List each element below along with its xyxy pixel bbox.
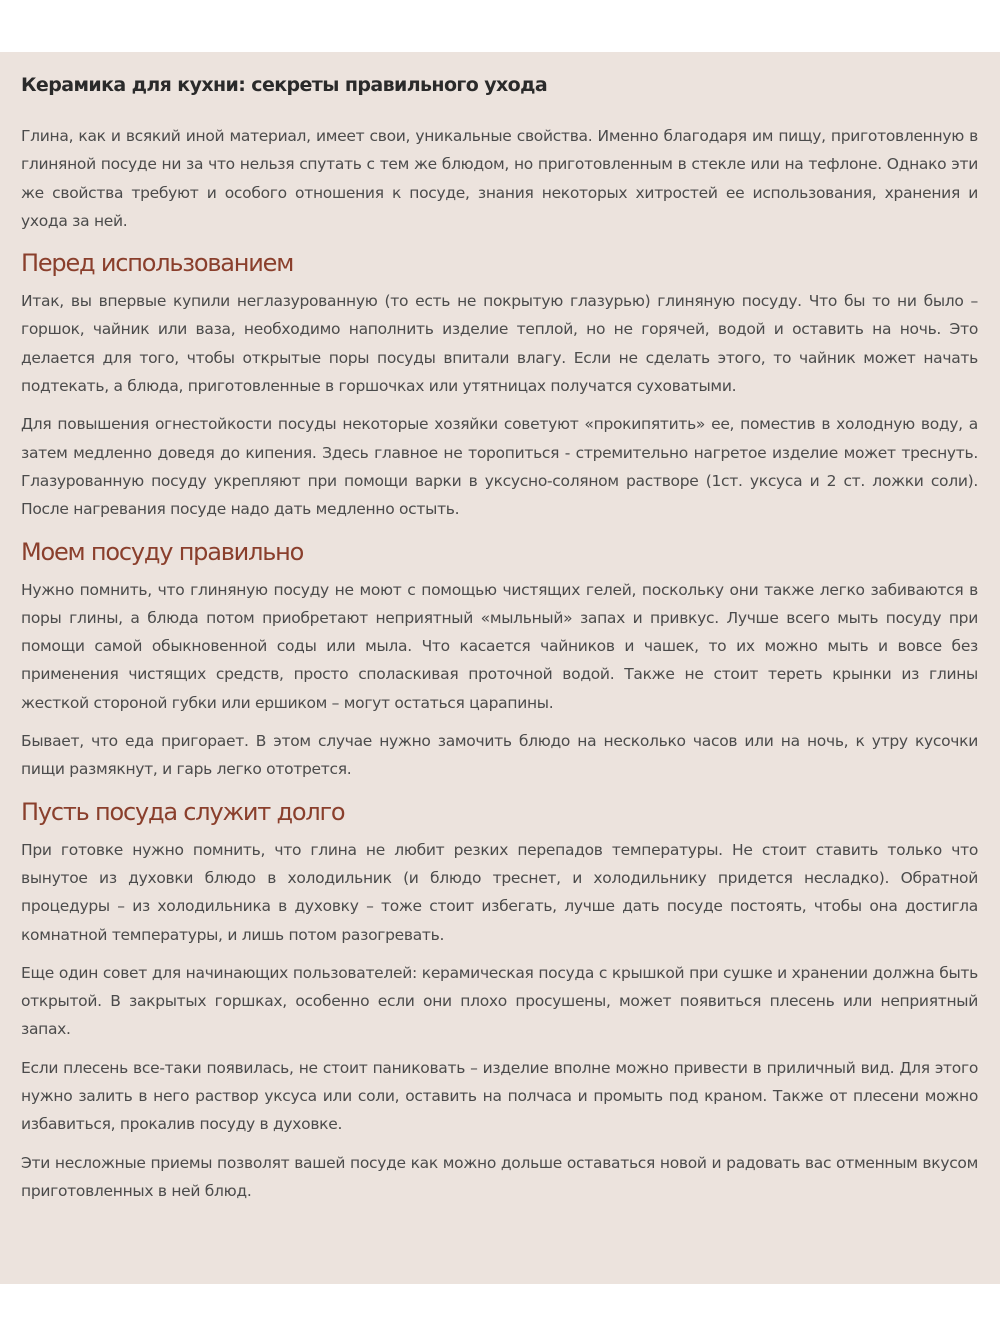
section-heading-before-use: Перед использованием: [21, 249, 294, 278]
section-paragraph: Бывает, что еда пригорает. В этом случае нужно замочить блюдо на несколько часов или на ночь, к утру кусочки пищи размякнут, и гарь легко ототрется.: [21, 732, 978, 779]
section-paragraph: Итак, вы впервые купили неглазурованную (то есть не покрытую глазурью) глиняную посуду. Что бы то ни было – горшок, чайник или ваза, необходимо наполнить изделие теплой, но не горячей, водой и оставить на ночь. Это делается для того, чтобы открытые поры посуды впитали влагу. Если не сделать этого, то чайник может начать подтекать, а блюда, приготовленные в горшочках или утятницах получатся суховатыми.: [21, 292, 978, 396]
intro-paragraph: Глина, как и всякий иной материал, имеет свои, уникальные свойства. Именно благодаря им пищу, приготовленную в глиняной посуде ни за что нельзя спутать с тем же блюдом, но приготовленным в стекле или на тефлоне. Однако эти же свойства требуют и особого отношения к посуде, знания некоторых хитростей ее использования, хранения и ухода за ней.: [21, 127, 978, 230]
section-paragraph: Эти несложные приемы позволят вашей посуде как можно дольше оставаться новой и радовать вас отменным вкусом приготовленных в ней блюд.: [21, 1153, 978, 1200]
article-panel: [0, 52, 1000, 1284]
section-paragraph: При готовке нужно помнить, что глина не любит резких перепадов температуры. Не стоит ставить только что вынутое из духовки блюдо в холодильник (и блюдо треснет, и холодильнику придется несладко). Обратной процедуры – из холодильника в духовку – тоже стоит избегать, лучше дать посуде постоять, чтобы она достигла комнатной температуры, и лишь потом разогревать.: [21, 840, 978, 944]
section-paragraph: Еще один совет для начинающих пользователей: керамическая посуда с крышкой при сушке и хранении должна быть открытой. В закрытых горшках, особенно если они плохо просушены, может появиться плесень или неприятный запах.: [21, 963, 978, 1039]
article-title: Керамика для кухни: секреты правильного ухода: [21, 74, 548, 96]
section-heading-washing: Моем посуду правильно: [21, 537, 304, 566]
section-heading-longevity: Пусть посуда служит долго: [21, 797, 345, 826]
section-paragraph: Нужно помнить, что глиняную посуду не моют с помощью чистящих гелей, поскольку они также легко забиваются в поры глины, а блюда потом приобретают неприятный «мыльный» запах и привкус. Лучше всего мыть посуду при помощи самой обыкновенной соды или мыла. Что касается чайников и чашек, то их можно мыть и вовсе без применения чистящих средств, просто споласкивая проточной водой. Также не стоит тереть крынки из глины жесткой стороной губки или ершиком – могут остаться царапины.: [21, 580, 978, 712]
section-paragraph: Если плесень все-таки появилась, не стоит паниковать – изделие вполне можно привести в приличный вид. Для этого нужно залить в него раствор уксуса или соли, оставить на полчаса и промыть под краном. Также от плесени можно избавиться, прокалив посуду в духовке.: [21, 1058, 978, 1134]
section-paragraph: Для повышения огнестойкости посуды некоторые хозяйки советуют «прокипятить» ее, поместив в холодную воду, а затем медленно доведя до кипения. Здесь главное не торопиться - стремительно нагретое изделие может треснуть. Глазурованную посуду укрепляют при помощи варки в уксусно-соляном растворе (1ст. уксуса и 2 ст. ложки соли). После нагревания посуде надо дать медленно остыть.: [21, 415, 978, 519]
